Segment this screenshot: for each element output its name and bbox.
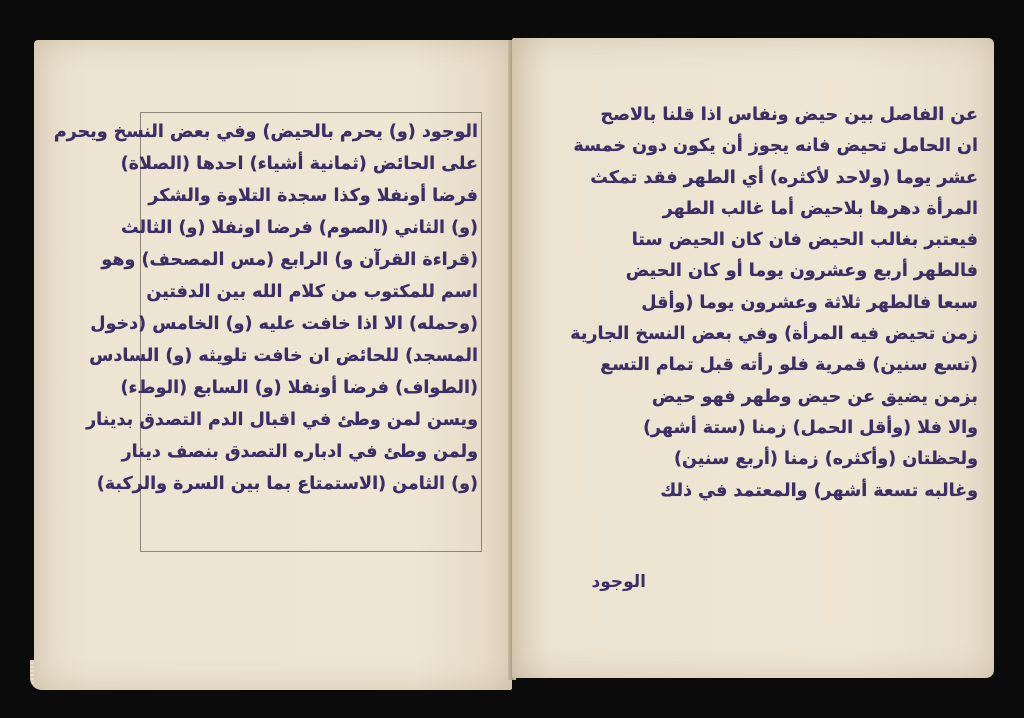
text-line: ان الحامل تحيض فانه يجوز أن يكون دون خمسة	[573, 136, 978, 157]
text-line: ويسن لمن وطئ في اقبال الدم التصدق بدينار	[86, 410, 478, 430]
text-line: (وحمله) الا اذا خافت عليه (و) الخامس (دخول	[90, 314, 478, 334]
left-page-text	[53, 116, 478, 500]
text-line: والا فلا (وأقل الحمل) زمنا (ستة أشهر)	[643, 417, 978, 438]
text-line: فالطهر أربع وعشرون يوما أو كان الحيض	[625, 261, 978, 282]
text-line: وغالبه تسعة أشهر) والمعتمد في ذلك	[660, 480, 978, 501]
text-line: المسجد) للحائض ان خافت تلويثه (و) السادس	[89, 346, 478, 366]
text-line: عشر يوما (ولاحد لأكثره) أي الطهر فقد تمكث	[590, 167, 978, 188]
right-page-text	[552, 100, 978, 507]
text-line: على الحائض (ثمانية أشياء) احدها (الصلاة)	[120, 154, 478, 174]
text-line: فيعتبر بغالب الحيض فان كان الحيض ستا	[631, 230, 978, 251]
text-line: (الطواف) فرضا أونفلا (و) السابع (الوطء)	[120, 378, 478, 398]
right-page	[512, 38, 994, 678]
text-line: الوجود (و) يحرم بالحيض) وفي بعض النسخ ويحرم	[53, 122, 478, 142]
text-line: زمن تحيض فيه المرأة) وفي بعض النسخ الجارية	[570, 324, 978, 345]
text-line: المرأة دهرها بلاحيض أما غالب الطهر	[662, 198, 978, 219]
catchword: الوجود	[591, 572, 646, 592]
left-page	[34, 40, 512, 690]
text-line: بزمن يضيق عن حيض وطهر فهو حيض	[651, 386, 978, 407]
text-line: (قراءة القرآن و) الرابع (مس المصحف) وهو	[101, 250, 478, 270]
text-line: عن الفاصل بين حيض ونفاس اذا قلنا بالاصح	[600, 105, 978, 125]
text-line: (تسع سنين) قمرية فلو رأته قبل تمام التسع	[600, 355, 978, 376]
text-line: سبعا فالطهر ثلاثة وعشرون يوما (وأقل	[641, 292, 978, 313]
text-line: (و) الثاني (الصوم) فرضا اونفلا (و) الثالث	[120, 218, 478, 238]
text-line: ولمن وطئ في ادباره التصدق بنصف دينار	[121, 442, 478, 462]
text-line: (و) الثامن (الاستمتاع بما بين السرة والركبة)	[96, 474, 478, 494]
text-line: ولحظتان (وأكثره) زمنا (أربع سنين)	[673, 449, 978, 470]
text-line: اسم للمكتوب من كلام الله بين الدفتين	[146, 282, 478, 302]
text-line: فرضا أونفلا وكذا سجدة التلاوة والشكر	[148, 186, 478, 206]
